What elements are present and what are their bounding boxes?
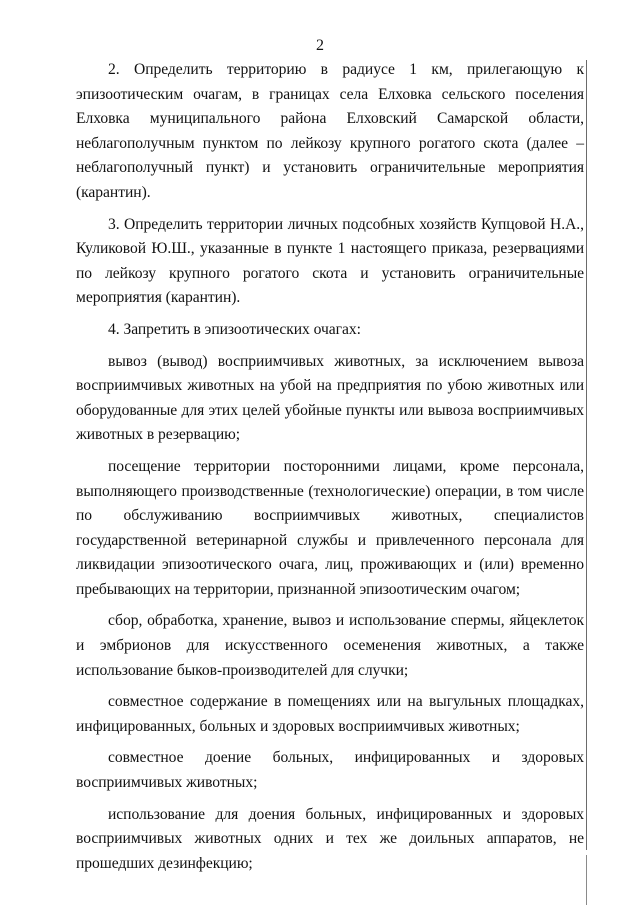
document-body [76, 58, 584, 883]
page-number: 2 [316, 37, 324, 54]
prohibition-joint-milking: совместное доение больных, инфицированных и здоровых восприимчивых животных; [76, 749, 584, 792]
prohibition-milking-equipment: использование для доения больных, инфицированных и здоровых восприимчивых животных одних и тех же доильных аппаратов, не прошедших дезинфекцию; [76, 805, 584, 872]
prohibition-sperm-embryos: сбор, обработка, хранение, вывоз и использование спермы, яйцеклеток и эмбрионов для искусственного осеменения животных, а также использование быков-производителей для случки; [76, 612, 584, 679]
paragraph-item-3: 3. Определить территории личных подсобных хозяйств Купцовой Н.А., Куликовой Ю.Ш., указанные в пункте 1 настоящего приказа, резервациями по лейкозу крупного рогатого скота и установить ограничительные мероприятия (карантин). [76, 215, 584, 307]
scan-edge-line-lower [586, 855, 587, 905]
prohibition-joint-keeping: совместное содержание в помещениях или на выгульных площадках, инфицированных, больных и здоровых восприимчивых животных; [76, 693, 584, 735]
prohibition-visits: посещение территории посторонними лицами, кроме персонала, выполняющего производственные (технологические) операции, в том числе по обслуживанию восприимчивых животных, специалистов государственной ветеринарной службы и привлеченного персонала для ликвидации эпизоотического очага, лиц, проживающих и (или) временно пребывающих на территории, признанной эпизоотическим очагом; [76, 457, 584, 598]
paragraph-item-4: 4. Запретить в эпизоотических очагах: [108, 320, 361, 338]
scan-edge-line [586, 60, 587, 850]
paragraph-item-2: 2. Определить территорию в радиусе 1 км, прилегающую к эпизоотическим очагам, в границах села Елховка сельского поселения Елховка муниципального района Елховский Самарской области, неблагополучным пунктом по лейкозу крупного рогатого скота (далее – неблагополучный пункт) и установить ограничительные мероприятия (карантин). [76, 61, 584, 201]
prohibition-export-animals: вывоз (вывод) восприимчивых животных, за исключением вывоза восприимчивых животных на убой на предприятия по убою животных или оборудованные для этих целей убойные пункты или вывоза восприимчивых животных в резервацию; [76, 352, 584, 444]
